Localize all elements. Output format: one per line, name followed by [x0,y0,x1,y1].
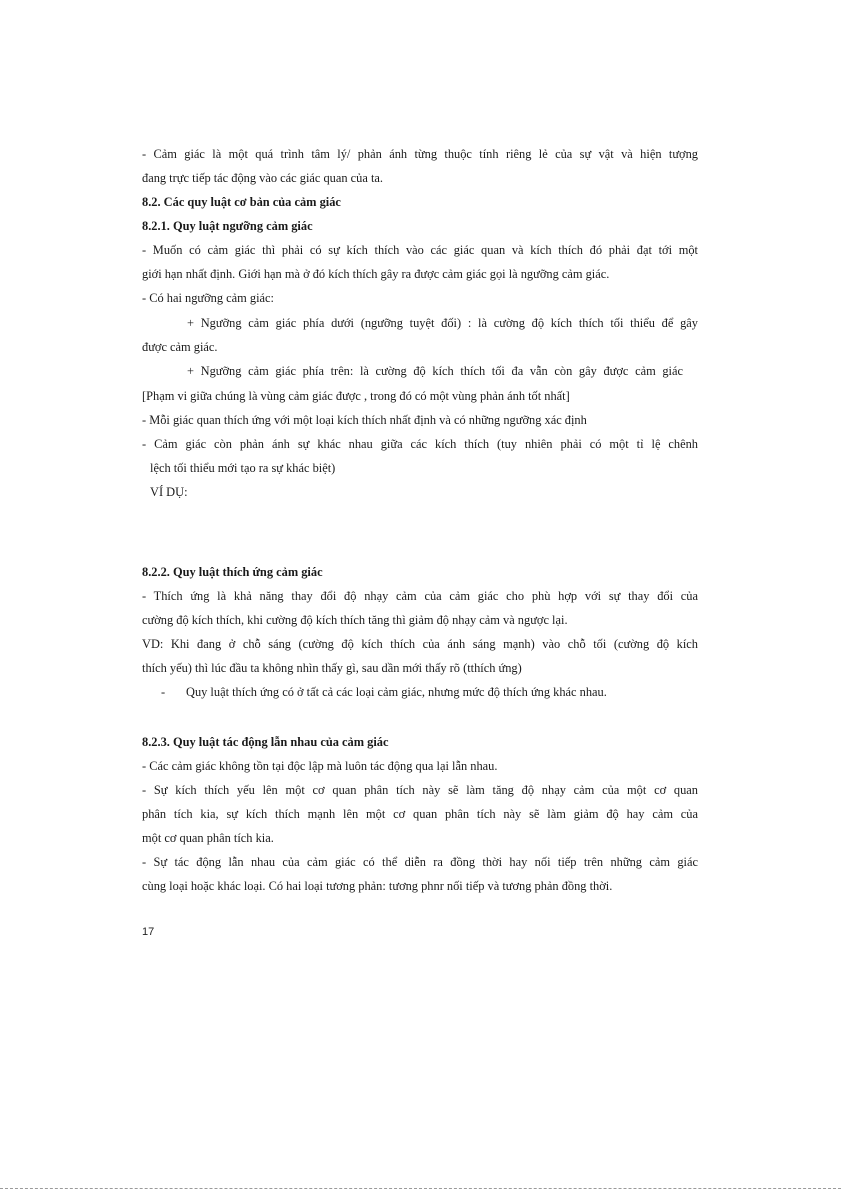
paragraph-line: + Ngưỡng cảm giác phía trên: là cường độ kích thích tối đa vẫn còn gây được cảm giác [187,364,683,378]
paragraph-line: một cơ quan phân tích kia. [142,831,274,845]
paragraph-line: [Phạm vi giữa chúng là vùng cảm giác được , trong đó có một vùng phản ánh tốt nhất] [142,389,570,403]
paragraph-line: cùng loại hoặc khác loại. Có hai loại tương phản: tương phnr nối tiếp và tương phản đồng thời. [142,879,613,893]
paragraph-line: VD: Khi đang ở chỗ sáng (cường độ kích thích của ánh sáng mạnh) vào chỗ tối (cường độ kích [142,637,698,651]
paragraph-line: đang trực tiếp tác động vào các giác quan của ta. [142,171,383,185]
paragraph-line: - Thích ứng là khả năng thay đổi độ nhạy cảm của cảm giác cho phù hợp với sự thay đổi của [142,589,698,603]
section-heading-8-2-2: 8.2.2. Quy luật thích ứng cảm giác [142,565,323,579]
bottom-divider [0,1188,841,1189]
paragraph-line: - Mỗi giác quan thích ứng với một loại kích thích nhất định và có những ngưỡng xác định [142,413,587,427]
paragraph-line: cường độ kích thích, khi cường độ kích thích tăng thì giảm độ nhạy cảm và ngược lại. [142,613,568,627]
section-heading-8-2-1: 8.2.1. Quy luật ngưỡng cảm giác [142,219,313,233]
page-number: 17 [142,926,155,938]
paragraph-line: - Cảm giác là một quá trình tâm lý/ phản ánh từng thuộc tính riêng lẻ của sự vật và hiện tượng [142,147,698,161]
paragraph-line: - Các cảm giác không tồn tại độc lập mà luôn tác động qua lại lẫn nhau. [142,759,498,773]
paragraph-line: + Ngưỡng cảm giác phía dưới (ngưỡng tuyệt đối) : là cường độ kích thích tối thiểu để gây [187,316,698,330]
paragraph-line: - Muốn có cảm giác thì phải có sự kích thích vào các giác quan và kích thích đó phải đạt tới một [142,243,698,257]
bullet-dash: - [161,685,166,699]
paragraph-line: phân tích kia, sự kích thích mạnh lên một cơ quan phân tích này sẽ làm giảm độ hay cảm của [142,807,698,821]
paragraph-line: - Sự tác động lẫn nhau của cảm giác có thể diễn ra đồng thời hay nối tiếp trên những cảm giác [142,855,698,869]
paragraph-line: - Cảm giác còn phản ánh sự khác nhau giữa các kích thích (tuy nhiên phải có một tỉ lệ chênh [142,437,698,451]
paragraph-line: - Có hai ngưỡng cảm giác: [142,291,274,305]
example-label: VÍ DỤ: [150,485,188,499]
paragraph-line: - Sự kích thích yếu lên một cơ quan phân tích này sẽ làm tăng độ nhạy cảm của một cơ quan [142,783,698,797]
section-heading-8-2: 8.2. Các quy luật cơ bản của cảm giác [142,195,341,209]
paragraph-line: được cảm giác. [142,340,218,354]
paragraph-line: Quy luật thích ứng có ở tất cả các loại cảm giác, nhưng mức độ thích ứng khác nhau. [186,685,607,699]
paragraph-line: giới hạn nhất định. Giới hạn mà ở đó kích thích gây ra được cảm giác gọi là ngưỡng cảm giác. [142,267,610,281]
section-heading-8-2-3: 8.2.3. Quy luật tác động lẫn nhau của cảm giác [142,735,389,749]
paragraph-line: lệch tối thiểu mới tạo ra sự khác biệt) [150,461,336,475]
paragraph-line: thích yếu) thì lúc đầu ta không nhìn thấy gì, sau dần mới thấy rõ (tthích ứng) [142,661,522,675]
